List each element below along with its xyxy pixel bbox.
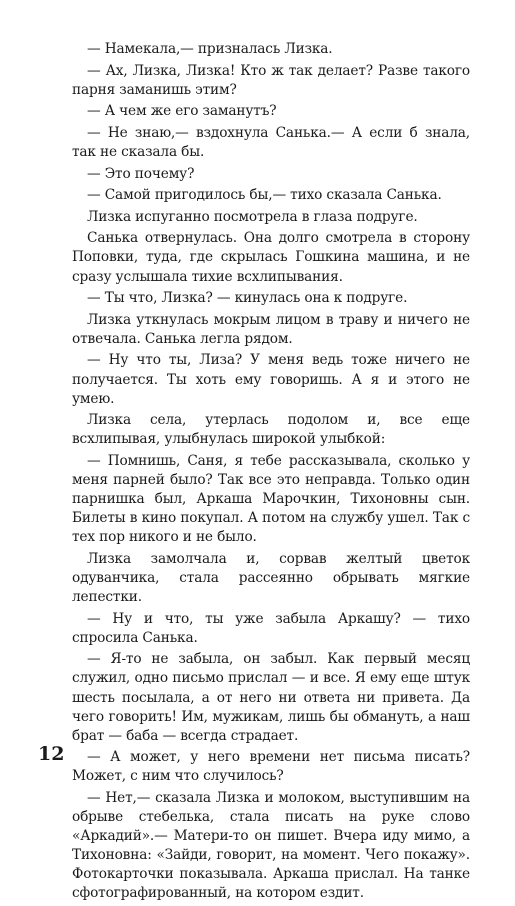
paragraph: — Помнишь, Саня, я тебе рассказывала, сколько у меня парней было? Так все это неправда. Только один парнишка был, Аркаша Марочкин, Тихоновны сын. Билеты в кино покупал. А потом на службу ушел. Так с тех пор никого и не было. [72,452,470,546]
paragraph: — Ну что ты, Лиза? У меня ведь тоже ничего не получается. Ты хоть ему говоришь. А я и этого не умею. [72,352,470,407]
paragraph: — Это почему? [87,165,195,182]
paragraph: — Ну и что, ты уже забыла Аркашу? — тихо спросила Санька. [72,610,470,646]
paragraph: Лизка села, утерлась подолом и, все еще всхлипывая, улыбнулась широкой улыбкой: [72,412,470,448]
paragraph: — Нет,— сказала Лизка и молоком, выступившим на обрыве стебелька, стала писать на руке слово «Аркадий».— Матери-то он пишет. Вчера иду мимо, а Тихоновна: «Зайди, говорит, на момент. Чего покажу». Фотокарточки показывала. Аркаша прислал. На танке сфотографированный, на котором ездит. [72,789,470,902]
paragraph: — Не знаю,— вздохнула Санька.— А если б знала, так не сказала бы. [72,124,470,160]
paragraph: — Ты что, Лизка? — кинулась она к подруге. [87,290,408,307]
paragraph: Лизка уткнулась мокрым лицом в траву и ничего не отвечала. Санька легла рядом. [72,311,470,347]
page-body [72,40,470,906]
paragraph: — Самой пригодилось бы,— тихо сказала Санька. [87,187,442,204]
page-number: 12 [38,743,65,765]
paragraph: Лизка замолчала и, сорвав желтый цветок одуванчика, стала рассеянно обрывать мягкие лепестки. [72,550,470,606]
paragraph: — А может, у него времени нет письма писать? Может, с ним что случилось? [72,749,470,785]
paragraph: — Намекала,— призналась Лизка. [87,41,333,57]
paragraph: Лизка испуганно посмотрела в глаза подруге. [87,208,418,225]
paragraph: — Я-то не забыла, он забыл. Как первый месяц служил, одно письмо прислал — и все. Я ему еще штук шесть посылала, а от него ни ответа ни привета. Да чего говорить! Им, мужикам, лишь бы обмануть, а наш брат — баба — всегда страдает. [72,651,470,744]
paragraph: — А чем же его заманутъ? [87,103,277,120]
paragraph: Санька отвернулась. Она долго смотрела в сторону Поповки, туда, где скрылась Гошкина машина, и не сразу услышала тихие всхлипывания. [72,230,470,285]
paragraph: — Ах, Лизка, Лизка! Кто ж так делает? Разве такого парня заманишь этим? [72,62,470,98]
